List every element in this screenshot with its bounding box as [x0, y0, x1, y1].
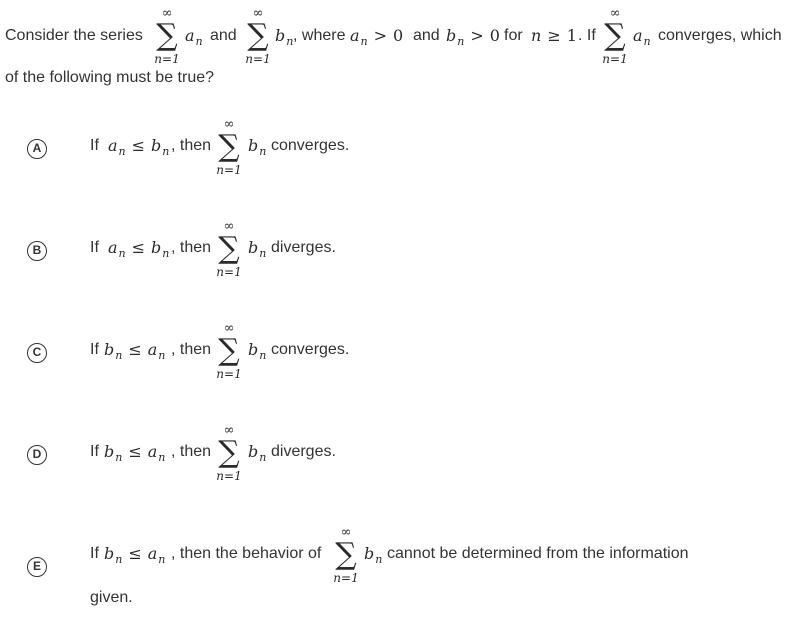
choice-sum-term: $b_n$ [248, 340, 267, 362]
question-text-start: Consider the series [5, 27, 143, 44]
choice-summation [212, 118, 246, 176]
choice-text-if: If [90, 545, 99, 562]
summation-a-condition [598, 7, 632, 65]
text-if: . If [578, 27, 596, 44]
choice-text-end: converges. [271, 341, 350, 358]
choice-text-end: diverges. [271, 443, 336, 460]
sigma-symbol: ∑ [604, 18, 626, 53]
sum-lower-limit: n=1 [602, 52, 628, 66]
choice-letter-badge: A [27, 139, 47, 159]
sum-upper-limit: ∞ [223, 117, 235, 132]
sigma-symbol: ∑ [335, 537, 357, 572]
choice-text-then: , then [171, 137, 212, 154]
sum-lower-limit: n=1 [333, 571, 359, 585]
choice-text-if: If [90, 443, 99, 460]
choice-summation [212, 322, 246, 380]
choice-text-if: If [90, 137, 99, 154]
choice-letter-badge: C [27, 343, 47, 363]
sum-lower-limit: n=1 [216, 469, 242, 483]
text-and: and [210, 27, 237, 44]
text-for: for [504, 27, 523, 44]
sigma-symbol: ∑ [156, 18, 178, 53]
text-converges-which: converges, which [658, 27, 782, 44]
choice-summation [212, 220, 246, 278]
summation-a-stem [150, 7, 184, 65]
choice-text-then: , then [171, 239, 212, 256]
choice-condition: $b_n \le a_n$ [104, 544, 166, 566]
choice-condition: $b_n \le a_n$ [104, 340, 166, 362]
text-where: , where [293, 27, 346, 44]
summation-b-stem [241, 7, 275, 65]
sum-lower-limit: n=1 [154, 52, 180, 66]
condition-n-range: n ≥ 1 [531, 26, 577, 45]
term-b-n: $b_n$ [275, 26, 294, 48]
sum-upper-limit: ∞ [609, 6, 621, 21]
choice-a[interactable] [0, 118, 798, 188]
choice-condition: $b_n \le a_n$ [104, 442, 166, 464]
choice-summation [329, 526, 363, 584]
choice-text-if: If [90, 341, 99, 358]
term-a-n: $a_n$ [633, 26, 651, 48]
choice-letter-badge: E [27, 557, 47, 577]
sum-lower-limit: n=1 [245, 52, 271, 66]
choice-c[interactable] [0, 322, 798, 392]
sum-upper-limit: ∞ [223, 423, 235, 438]
choice-condition: $a_n \le b_n$ [108, 136, 170, 158]
choice-text-end: diverges. [271, 239, 336, 256]
question-text-line2: of the following must be true? [5, 69, 215, 86]
sum-upper-limit: ∞ [223, 321, 235, 336]
sum-lower-limit: n=1 [216, 163, 242, 177]
sum-upper-limit: ∞ [340, 525, 352, 540]
sum-upper-limit: ∞ [161, 6, 173, 21]
choice-summation [212, 424, 246, 482]
sum-upper-limit: ∞ [252, 6, 264, 21]
choice-sum-term: $b_n$ [364, 544, 383, 566]
sum-upper-limit: ∞ [223, 219, 235, 234]
sigma-symbol: ∑ [218, 333, 240, 368]
sum-lower-limit: n=1 [216, 265, 242, 279]
choice-d[interactable] [0, 424, 798, 494]
condition-b-positive: $b_n > 0$ [446, 26, 500, 48]
choice-text-line2: given. [90, 589, 133, 606]
choice-condition: $a_n \le b_n$ [108, 238, 170, 260]
sigma-symbol: ∑ [247, 18, 269, 53]
sigma-symbol: ∑ [218, 435, 240, 470]
sigma-symbol: ∑ [218, 231, 240, 266]
term-a-n: $a_n$ [185, 26, 203, 48]
choice-e[interactable] [0, 526, 798, 626]
condition-a-positive: $a_n > 0$ [350, 26, 404, 48]
choice-text-then: , then [171, 443, 212, 460]
choice-text-end: converges. [271, 137, 350, 154]
choice-letter-badge: D [27, 445, 47, 465]
choice-sum-term: $b_n$ [248, 136, 267, 158]
choice-text-then: , then the behavior of [171, 545, 322, 562]
choice-sum-term: $b_n$ [248, 238, 267, 260]
choice-text-end: cannot be determined from the information [387, 545, 689, 562]
choice-letter-badge: B [27, 241, 47, 261]
text-and-2: and [413, 27, 440, 44]
choice-b[interactable] [0, 220, 798, 290]
choice-text-if: If [90, 239, 99, 256]
sum-lower-limit: n=1 [216, 367, 242, 381]
sigma-symbol: ∑ [218, 129, 240, 164]
choice-sum-term: $b_n$ [248, 442, 267, 464]
choice-text-then: , then [171, 341, 212, 358]
